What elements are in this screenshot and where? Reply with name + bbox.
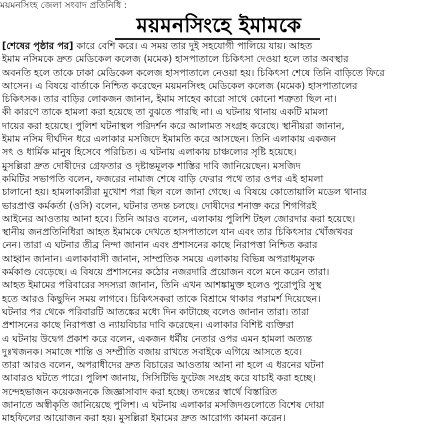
article-line: সৎ ও ধার্মিক মানুষ হিসেবে পরিচিত। এ ঘটনায় এলাকায় চাঞ্চল্যের সৃষ্টি হয়েছে। (2, 147, 297, 159)
continued-tag: [শেষের পৃষ্ঠার পর] (2, 41, 74, 52)
article-line: [শেষের পৃষ্ঠার পর] কারে বেশি করে। এ সময় তার দুই সহযোগী পালিয়ে যায়। আহত (2, 41, 313, 52)
article-line: কমিটির সভাপতি বলেন, ফজরের নামাজ শেষে বাড়ি ফেরার পথে তার ওপর এই হামলা (2, 173, 324, 185)
article-line: স্থানীয় জনপ্রতিনিধিরা আহত ইমামকে দেখতে হাসপাতালে যান এবং তার চিকিৎসার খোঁজখবর (2, 227, 353, 239)
article-body (2, 40, 436, 432)
article-line: নেন। তারা এ ঘটনার তীব্র নিন্দা জানান এবং প্রশাসনের কাছে নিরাপত্তা নিশ্চিত করার (2, 240, 318, 252)
article-line: দুঃখজনক। সমাজে শান্তি ও সম্প্রীতি বজায় রাখতে সবাইকে এগিয়ে আসতে হবে। (2, 346, 302, 358)
article-line: এ ঘটনায় উদ্বেগ প্রকাশ করে বলেন, একজন ধর্মীয় নেতার ওপর এমন হামলা অত্যন্ত (2, 333, 313, 345)
article-line: কর্মকাণ্ড বেড়েছে। এ বিষয়ে প্রশাসনের কঠোর নজরদারি প্রয়োজন বলে মনে করেন তারা। (2, 267, 330, 279)
article-line: দায়ের করা হয়েছে। পুলিশ ঘটনাস্থল পরিদর্শন করে আলামত সংগ্রহ করেছে। স্থানীয়রা জানান, (2, 120, 345, 132)
article-line: সন্দেহভাজন কয়েকজনকে জিজ্ঞাসাবাদ করা হচ্ছে। তদন্তের স্বার্থে বিস্তারিত (2, 386, 278, 398)
article-line: তারা আরও বলেন, অপরাধীদের দ্রুত বিচারের আওতায় আনা না হলে এ ধরনের ঘটনা (2, 360, 324, 372)
article-line: ইমাম নসিমকে দ্রুত মেডিকেল কলেজ (মমেক) হাসপাতালে চিকিৎসা দেওয়া হলে তার অবস্থার (2, 54, 349, 66)
article-line: আসেন। এ বিষয়ে বার্তাকে নিশ্চিত করেছেন ময়মনসিংহ মেডিকেল কলেজ (মমেক) হাসপাতালের (2, 80, 358, 92)
article-line: চালানো হয়। হামলাকারীরা মুখোশ পরা ছিল বলে জানা গেছে। এ বিষয়ে কোতোয়ালি মডেল থানার (2, 187, 367, 199)
article-line: আবারও ঘটতে পারে। পুলিশ জানায়, সিসিটিভি ফুটেজ সংগ্রহ করে যাচাই করা হচ্ছে। (2, 373, 316, 385)
article-line: আইনের আওতায় আনা হবে। তিনি আরও বলেন, এলাকায় পুলিশি টহল জোরদার করা হয়েছে। (2, 213, 356, 225)
article-line: মুসল্লিরা দ্রুত দোষীদের গ্রেফতার ও দৃষ্টান্তমূলক শাস্তির দাবি জানিয়েছেন। মসজিদ (2, 160, 301, 172)
article-line: আহ্বান জানান। এলাকাবাসী জানান, সাম্প্রতিক সময়ে এলাকায় বিভিন্ন অপরাধমূলক (2, 253, 315, 265)
article-line: মাহফিলের আয়োজন করা হয়। মুসল্লিরা ইমামের দ্রুত আরোগ্য কামনা করেন। (2, 413, 286, 425)
article-line: ইমাম নসিম দীর্ঘদিন ধরে এলাকার মসজিদে ইমামতি করে আসছেন। তিনি এলাকায় একজন (2, 134, 337, 146)
article-line: ঘটনার পর থেকে পরিবারটি আতঙ্কের মধ্যে দিন কাটাচ্ছে বলেও জানান তারা। তারা (2, 306, 310, 318)
article-line: ভারপ্রাপ্ত কর্মকর্তা (ওসি) বলেন, ঘটনার তদন্ত চলছে। দোষীদের শনাক্ত করে শিগগিরই (2, 200, 317, 212)
article-line: কী কারণে তাকে হামলা করা হয়েছে তা বুঝতে পারছি না। এ ঘটনায় থানায় একটি মামলা (2, 107, 328, 119)
article-line: হতে আরও কিছুদিন সময় লাগবে। চিকিৎসকরা তাকে বিশ্রামে থাকার পরামর্শ দিয়েছেন। (2, 293, 321, 305)
article-line: জানাতে অস্বীকৃতি জানিয়েছে পুলিশ। এ ঘটনায় এলাকার মসজিদগুলোতে বিশেষ দোয়া (2, 400, 325, 412)
article-line: অবনতি হলে তাকে ঢাকা মেডিকেল কলেজ হাসপাতালে নেওয়া হয়। চিকিৎসা শেষে তিনি বাড়িতে ফিরে (2, 67, 385, 79)
article-line: প্রশাসনের কাছে নিরাপত্তা ও ন্যায়বিচার দাবি করেছেন। এলাকার বিশিষ্ট ব্যক্তিরা (2, 320, 294, 332)
top-strip-text: ময়মনসিংহ জেলা সংবাদ প্রতিনিধি : (0, 1, 128, 11)
article-line: আহত ইমামের পরিবারের সদস্যরা জানান, তিনি এখন আশঙ্কামুক্ত হলেও পুরোপুরি সুস্থ (2, 280, 322, 292)
headline: ময়মনসিংহে ইমামকে (136, 13, 302, 37)
article-line: চিকিৎসক। তার বাড়ির লোকজন জানান, ইমাম সাহেব কারো সাথে কোনো শত্রুতা ছিল না। (2, 94, 337, 106)
